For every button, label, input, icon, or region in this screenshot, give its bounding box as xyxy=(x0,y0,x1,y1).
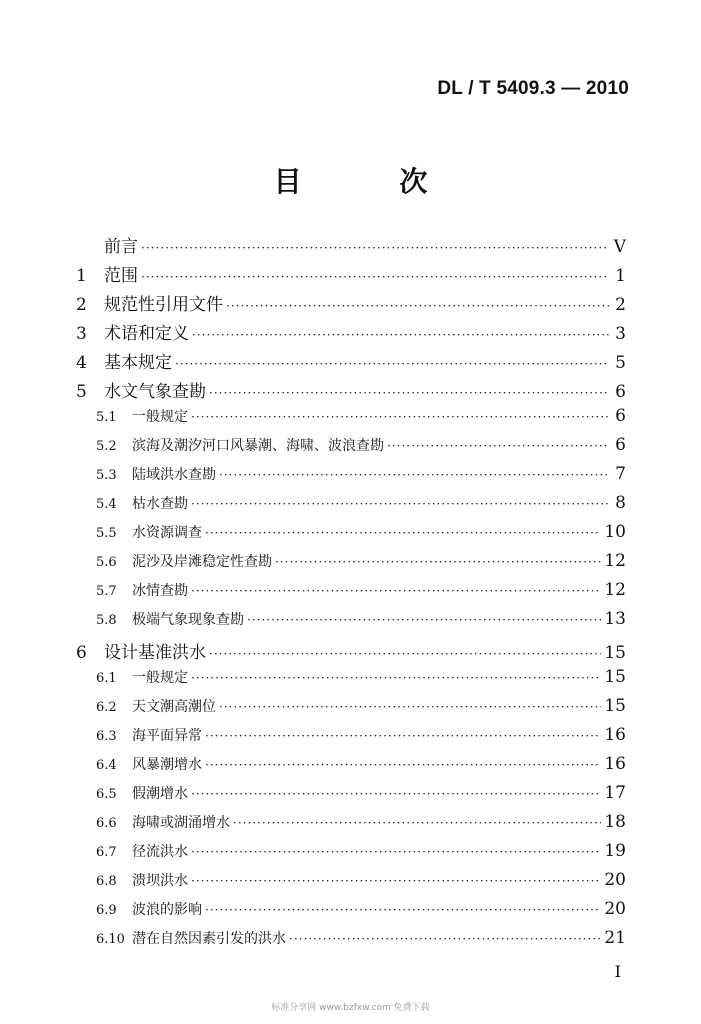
toc-entry-label: 前言 xyxy=(104,237,138,257)
toc-entry-page: 7 xyxy=(615,464,626,484)
toc-entry-page: 15 xyxy=(604,667,626,687)
toc-entry[interactable] xyxy=(76,638,626,667)
toc-leader-dots xyxy=(247,613,601,627)
toc-entry-number: 5.4 xyxy=(96,497,117,512)
toc-entry-page: 18 xyxy=(604,812,626,832)
toc-leader-dots xyxy=(205,903,601,917)
toc-entry-page: 15 xyxy=(604,643,626,663)
toc-leader-dots xyxy=(191,584,601,598)
page-number: I xyxy=(614,962,621,981)
toc-entry-number: 6.6 xyxy=(96,816,117,831)
toc-entry[interactable] xyxy=(76,667,626,696)
toc-entry-page: 16 xyxy=(604,754,626,774)
toc-entry-label: 极端气象现象查勘 xyxy=(132,612,244,628)
toc-entry-page: 12 xyxy=(604,580,626,600)
toc-entry-page: 5 xyxy=(615,353,626,373)
toc-entry-number: 5.6 xyxy=(96,555,117,570)
toc-leader-dots xyxy=(175,357,609,371)
toc-entry[interactable] xyxy=(76,609,626,638)
toc-entry-label: 枯水查勘 xyxy=(132,496,188,512)
toc-entry-label: 设计基准洪水 xyxy=(104,643,206,663)
toc-entry[interactable] xyxy=(76,841,626,870)
toc-entry-number: 2 xyxy=(76,295,87,315)
toc-entry-number: 5.2 xyxy=(96,439,117,454)
toc-entry-number: 5.3 xyxy=(96,468,117,483)
toc-entry-page: 2 xyxy=(615,295,626,315)
toc-entry[interactable] xyxy=(76,435,626,464)
toc-entry[interactable] xyxy=(76,899,626,928)
toc-entry-number: 6.10 xyxy=(96,932,125,947)
toc-entry-label: 溃坝洪水 xyxy=(132,873,188,889)
toc-entry-label: 冰情查勘 xyxy=(132,583,188,599)
toc-leader-dots xyxy=(192,328,609,342)
toc-entry-label: 天文潮高潮位 xyxy=(132,699,216,715)
toc-entry[interactable] xyxy=(76,783,626,812)
toc-entry-label: 泥沙及岸滩稳定性查勘 xyxy=(132,554,272,570)
standard-code: DL / T 5409.3 — 2010 xyxy=(437,78,629,99)
toc-entry-label: 潜在自然因素引发的洪水 xyxy=(132,931,286,947)
toc-entry-label: 术语和定义 xyxy=(104,324,189,344)
toc-entry[interactable] xyxy=(76,551,626,580)
toc-entry-page: 13 xyxy=(604,609,626,629)
toc-entry[interactable] xyxy=(76,522,626,551)
toc-entry-number: 6.3 xyxy=(96,729,117,744)
toc-entry-label: 水资源调查 xyxy=(132,525,202,541)
toc-entry[interactable] xyxy=(76,406,626,435)
table-of-contents xyxy=(76,232,626,957)
toc-entry-page: 12 xyxy=(604,551,626,571)
toc-leader-dots xyxy=(387,439,609,453)
toc-entry-number: 5.7 xyxy=(96,584,117,599)
toc-entry-label: 陆域洪水查勘 xyxy=(132,467,216,483)
toc-entry-page: V xyxy=(613,237,626,257)
toc-leader-dots xyxy=(209,647,601,661)
toc-entry-page: 8 xyxy=(615,493,626,513)
toc-entry-page: 6 xyxy=(615,435,626,455)
toc-entry-page: 10 xyxy=(604,522,626,542)
toc-entry-label: 海平面异常 xyxy=(132,728,202,744)
toc-entry-page: 3 xyxy=(615,324,626,344)
toc-entry[interactable] xyxy=(76,348,626,377)
toc-leader-dots xyxy=(226,299,609,313)
toc-entry-number: 5.5 xyxy=(96,526,117,541)
toc-leader-dots xyxy=(205,758,601,772)
toc-entry-number: 6.8 xyxy=(96,874,117,889)
toc-entry-label: 一般规定 xyxy=(132,409,188,425)
toc-entry-number: 6.5 xyxy=(96,787,117,802)
toc-entry-number: 6.9 xyxy=(96,903,117,918)
toc-entry-number: 6.2 xyxy=(96,700,117,715)
toc-entry-page: 6 xyxy=(615,406,626,426)
page-title: 目 次 xyxy=(273,165,472,198)
toc-entry-label: 假潮增水 xyxy=(132,786,188,802)
toc-entry[interactable] xyxy=(76,812,626,841)
toc-entry[interactable] xyxy=(76,319,626,348)
toc-entry-page: 21 xyxy=(604,928,626,948)
toc-entry-page: 6 xyxy=(615,382,626,402)
toc-leader-dots xyxy=(219,700,601,714)
toc-leader-dots xyxy=(289,932,601,946)
toc-leader-dots xyxy=(233,816,601,830)
toc-entry[interactable] xyxy=(76,261,626,290)
toc-entry-label: 滨海及潮汐河口风暴潮、海啸、波浪查勘 xyxy=(132,438,384,454)
toc-entry-label: 水文气象查勘 xyxy=(104,382,206,402)
toc-leader-dots xyxy=(205,526,601,540)
toc-entry[interactable] xyxy=(76,290,626,319)
toc-entry-page: 15 xyxy=(604,696,626,716)
toc-entry[interactable] xyxy=(76,580,626,609)
toc-entry[interactable] xyxy=(76,928,626,957)
toc-leader-dots xyxy=(141,270,609,284)
toc-leader-dots xyxy=(191,410,609,424)
toc-entry-label: 范围 xyxy=(104,266,138,286)
toc-entry-number: 6.1 xyxy=(96,671,117,686)
toc-leader-dots xyxy=(141,241,609,255)
toc-entry-number: 5.8 xyxy=(96,613,117,628)
toc-entry-label: 规范性引用文件 xyxy=(104,295,223,315)
toc-leader-dots xyxy=(275,555,601,569)
toc-entry-number: 5 xyxy=(76,382,87,402)
toc-entry-number: 3 xyxy=(76,324,87,344)
toc-entry-number: 5.1 xyxy=(96,410,117,425)
toc-entry-page: 16 xyxy=(604,725,626,745)
toc-entry-label: 一般规定 xyxy=(132,670,188,686)
toc-leader-dots xyxy=(191,874,601,888)
toc-entry[interactable] xyxy=(76,232,626,261)
toc-entry-page: 17 xyxy=(604,783,626,803)
toc-entry-label: 径流洪水 xyxy=(132,844,188,860)
toc-entry-number: 6 xyxy=(76,643,87,663)
toc-leader-dots xyxy=(209,386,609,400)
toc-entry[interactable] xyxy=(76,464,626,493)
toc-entry[interactable] xyxy=(76,754,626,783)
toc-entry-label: 风暴潮增水 xyxy=(132,757,202,773)
toc-entry[interactable] xyxy=(76,493,626,522)
toc-entry-page: 20 xyxy=(604,899,626,919)
toc-entry-label: 波浪的影响 xyxy=(132,902,202,918)
toc-entry-number: 6.4 xyxy=(96,758,117,773)
toc-entry[interactable] xyxy=(76,377,626,406)
toc-entry-number: 1 xyxy=(76,266,87,286)
toc-leader-dots xyxy=(205,729,601,743)
toc-entry[interactable] xyxy=(76,696,626,725)
toc-leader-dots xyxy=(191,671,601,685)
toc-leader-dots xyxy=(191,787,601,801)
toc-entry-page: 20 xyxy=(604,870,626,890)
toc-leader-dots xyxy=(191,497,609,511)
toc-entry-number: 4 xyxy=(76,353,87,373)
toc-entry-page: 19 xyxy=(604,841,626,861)
watermark: 标准分享网 www.bzfxw.com 免费下载 xyxy=(271,1003,430,1013)
toc-entry-label: 基本规定 xyxy=(104,353,172,373)
toc-entry-number: 6.7 xyxy=(96,845,117,860)
toc-leader-dots xyxy=(219,468,609,482)
toc-leader-dots xyxy=(191,845,601,859)
toc-entry[interactable] xyxy=(76,725,626,754)
toc-entry-label: 海啸或湖涌增水 xyxy=(132,815,230,831)
toc-entry[interactable] xyxy=(76,870,626,899)
toc-entry-page: 1 xyxy=(615,266,626,286)
